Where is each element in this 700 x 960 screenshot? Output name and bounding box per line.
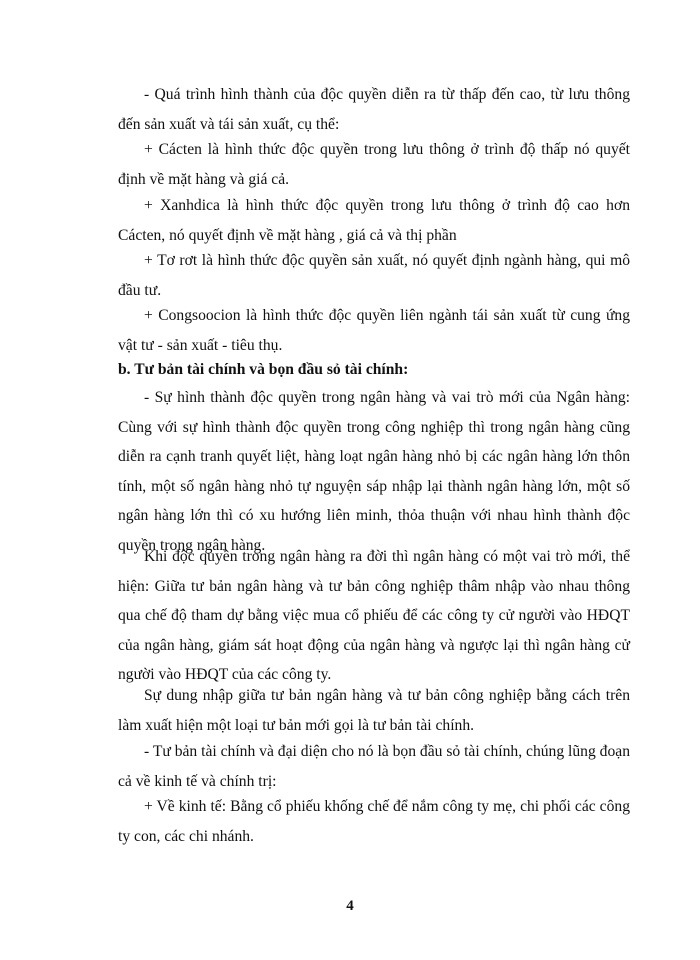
paragraph-bank-new-role: Khi độc quyền trong ngân hàng ra đời thì ngân hàng có một vai trò mới, thể hiện: Giữa tư bản ngân hàng và tư bản công nghiệp thâm nhập vào nhau thông qua chế độ tham dự bằng việc mua cổ phiếu để các công ty cử người vào HĐQT của ngân hàng, giám sát hoạt động của ngân hàng và ngược lại thì ngân hàng cử người vào HĐQT của các công ty. [118,548,630,683]
paragraph-bank-monopoly: - Sự hình thành độc quyền trong ngân hàng và vai trò mới của Ngân hàng: Cùng với sự hình thành độc quyền trong công nghiệp thì trong ngân hàng cũng diễn ra cạnh tranh quyết liệt, hàng loạt ngân hàng nhỏ bị các ngân hàng lớn thôn tính, một số ngân hàng nhỏ tự nguyện sáp nhập lại thành ngân hàng lớn, một số ngân hàng lớn thì có xu hướng liên minh, thỏa thuận với nhau hình thành độc quyền trong ngân hàng. [118,389,630,554]
paragraph-cartel: + Cácten là hình thức độc quyền trong lưu thông ở trình độ thấp nó quyết định về mặt hàng và giá cả. [118,141,630,188]
paragraph-formation-process: - Quá trình hình thành của độc quyền diễn ra từ thấp đến cao, từ lưu thông đến sản xuất và tái sản xuất, cụ thể: [118,86,630,133]
page-number: 4 [346,898,354,914]
paragraph-concern: + Congsoocion là hình thức độc quyền liên ngành tái sản xuất từ cung ứng vật tư - sản xuất - tiêu thụ. [118,307,630,354]
paragraph-trust: + Tơ rơt là hình thức độc quyền sản xuất, nó quyết định ngành hàng, qui mô đầu tư. [118,252,630,299]
paragraph-syndicate: + Xanhdica là hình thức độc quyền trong lưu thông ở trình độ cao hơn Cácten, nó quyết định về mặt hàng , giá cả và thị phần [118,197,630,244]
paragraph-financial-oligarchy: - Tư bản tài chính và đại diện cho nó là bọn đầu sỏ tài chính, chúng lũng đoạn cả về kinh tế và chính trị: [118,743,630,790]
section-heading-b: b. Tư bản tài chính và bọn đầu sỏ tài chính: [118,361,409,378]
paragraph-finance-capital: Sự dung nhập giữa tư bản ngân hàng và tư bản công nghiệp bằng cách trên làm xuất hiện một loại tư bản mới gọi là tư bản tài chính. [118,687,630,734]
paragraph-economic-control: + Về kinh tế: Bằng cổ phiếu khống chế để nắm công ty mẹ, chi phối các công ty con, các chi nhánh. [118,798,630,845]
